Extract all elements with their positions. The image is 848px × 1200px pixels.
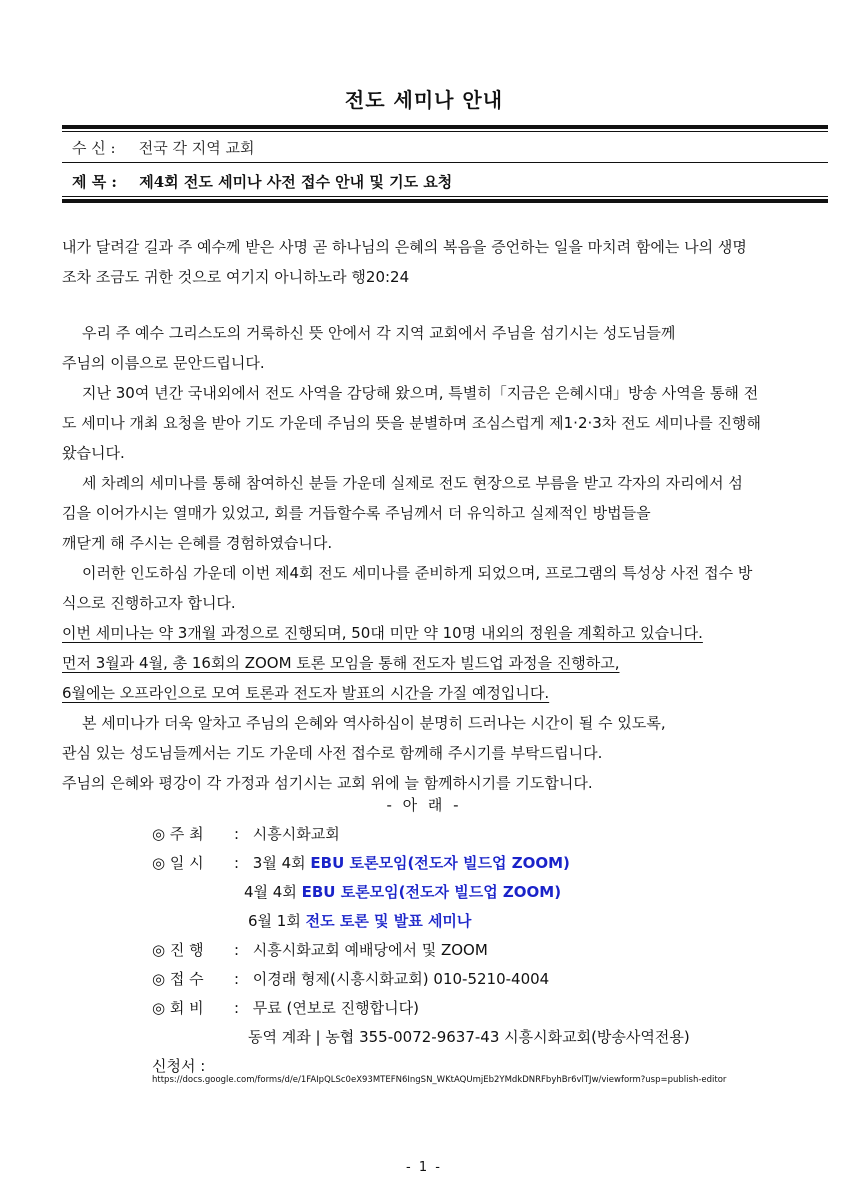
venue-row: ◎ 진 행 : 시흥시화교회 예배당에서 및 ZOOM xyxy=(152,936,690,965)
body-line: 왔습니다. xyxy=(62,444,125,462)
host-row: ◎ 주 최 : 시흥시화교회 xyxy=(152,820,690,849)
recipient-label: 수 신 : xyxy=(72,139,116,157)
body-line-underlined: 먼저 3월과 4월, 총 16회의 ZOOM 토론 모임을 통해 전도자 빌드업 과정을 진행하고, xyxy=(62,654,620,672)
header-top-rule xyxy=(62,125,828,129)
details-heading: - 아 래 - xyxy=(386,796,462,814)
contact-value: 이경래 형제(시흥시화교회) 010-5210-4004 xyxy=(252,970,550,988)
contact-label: ◎ 접 수 xyxy=(152,970,204,988)
date2-day: 4월 4회 xyxy=(244,883,297,901)
recipient-value: 전국 각 지역 교회 xyxy=(138,139,255,157)
body-line: 관심 있는 성도님들께서는 기도 가운데 사전 접수로 함께해 주시기를 부탁드립니다. xyxy=(62,744,603,762)
body-line: 지난 30여 년간 국내외에서 전도 사역을 감당해 왔으며, 특별히「지금은 은혜시대」방송 사역을 통해 전 xyxy=(82,384,759,402)
account-value: 동역 계좌 | 농협 355-0072-9637-43 시흥시화교회(방송사역전용) xyxy=(248,1028,690,1046)
body-line: 이러한 인도하심 가운데 이번 제4회 전도 세미나를 준비하게 되었으며, 프로그램의 특성상 사전 접수 방 xyxy=(82,564,753,582)
date-row-2 xyxy=(152,878,690,907)
form-url-link[interactable]: https://docs.google.com/forms/d/e/1FAIpQLSc0eX93MTEFN6IngSN_WKtAQUmjEb2YMdkDNRFbyhBr6vlTJw/viewform?usp=publish-editor xyxy=(152,1075,727,1085)
document-title: 전도 세미나 안내 xyxy=(344,88,504,112)
page-number: - 1 - xyxy=(406,1160,442,1175)
body-line: 도 세미나 개최 요청을 받아 기도 가운데 주님의 뜻을 분별하며 조심스럽게 제1·2·3차 전도 세미나를 진행해 xyxy=(62,414,762,432)
body-line-underlined: 이번 세미나는 약 3개월 과정으로 진행되며, 50대 미만 약 10명 내외의 정원을 계획하고 있습니다. xyxy=(62,624,703,642)
venue-label: ◎ 진 행 xyxy=(152,941,204,959)
date3-event: 전도 토론 및 발표 세미나 xyxy=(305,912,472,930)
date2-event: EBU 토론모임(전도자 빌드업 ZOOM) xyxy=(301,883,562,901)
date3-day: 6월 1회 xyxy=(248,912,301,930)
body-line: 우리 주 예수 그리스도의 거룩하신 뜻 안에서 각 지역 교회에서 주님을 섬기시는 성도님들께 xyxy=(82,324,676,342)
body-line: 세 차례의 세미나를 통해 참여하신 분들 가운데 실제로 전도 현장으로 부름을 받고 각자의 자리에서 섬 xyxy=(82,474,743,492)
fee-row: ◎ 회 비 : 무료 (연보로 진행합니다) xyxy=(152,994,690,1023)
body-line: 깨닫게 해 주시는 은혜를 경험하였습니다. xyxy=(62,534,333,552)
subject-row xyxy=(72,171,452,192)
subject-label: 제 목 : xyxy=(72,173,117,191)
body-line: 김을 이어가시는 열매가 있었고, 회를 거듭할수록 주님께서 더 유익하고 실제적인 방법들을 xyxy=(62,504,651,522)
date-row-3 xyxy=(152,907,690,936)
date1-event: EBU 토론모임(전도자 빌드업 ZOOM) xyxy=(310,854,570,872)
body-line: 주님의 이름으로 문안드립니다. xyxy=(62,354,265,372)
body-line: 식으로 진행하고자 합니다. xyxy=(62,594,236,612)
header-top-rule-thin xyxy=(62,131,828,132)
body-line: 본 세미나가 더욱 알차고 주님의 은혜와 역사하심이 분명히 드러나는 시간이 될 수 있도록, xyxy=(82,714,666,732)
fee-value: 무료 (연보로 진행합니다) xyxy=(252,999,419,1017)
date-label: ◎ 일 시 xyxy=(152,854,204,872)
letter-body xyxy=(62,318,832,798)
subject-value: 제4회 전도 세미나 사전 접수 안내 및 기도 요청 xyxy=(139,173,453,191)
date1-day: 3월 4회 xyxy=(252,854,306,872)
header-middle-rule xyxy=(62,162,828,163)
account-row xyxy=(152,1023,690,1052)
body-line: 주님의 은혜와 평강이 각 가정과 섬기시는 교회 위에 늘 함께하시기를 기도합니다. xyxy=(62,774,593,792)
verse-line: 조차 조금도 귀한 것으로 여기지 아니하노라 행20:24 xyxy=(62,268,410,286)
verse-line: 내가 달려갈 길과 주 예수께 받은 사명 곧 하나님의 은혜의 복음을 증언하는 일을 마치려 함에는 나의 생명 xyxy=(62,238,747,256)
form-label: 신청서 : xyxy=(152,1057,206,1075)
body-line-underlined: 6월에는 오프라인으로 모여 토론과 전도자 발표의 시간을 가질 예정입니다. xyxy=(62,684,550,702)
header-bottom-rule-thin xyxy=(62,196,828,197)
contact-row: ◎ 접 수 : 이경래 형제(시흥시화교회) 010-5210-4004 xyxy=(152,965,690,994)
recipient-row xyxy=(72,137,255,158)
host-value: 시흥시화교회 xyxy=(252,825,340,843)
bible-verse xyxy=(62,232,832,292)
header-bottom-rule xyxy=(62,199,828,203)
host-label: ◎ 주 최 xyxy=(152,825,204,843)
date-row: ◎ 일 시 : 3월 4회 EBU 토론모임(전도자 빌드업 ZOOM) xyxy=(152,849,690,878)
fee-label: ◎ 회 비 xyxy=(152,999,204,1017)
event-details xyxy=(152,820,690,1081)
venue-value: 시흥시화교회 예배당에서 및 ZOOM xyxy=(252,941,488,959)
